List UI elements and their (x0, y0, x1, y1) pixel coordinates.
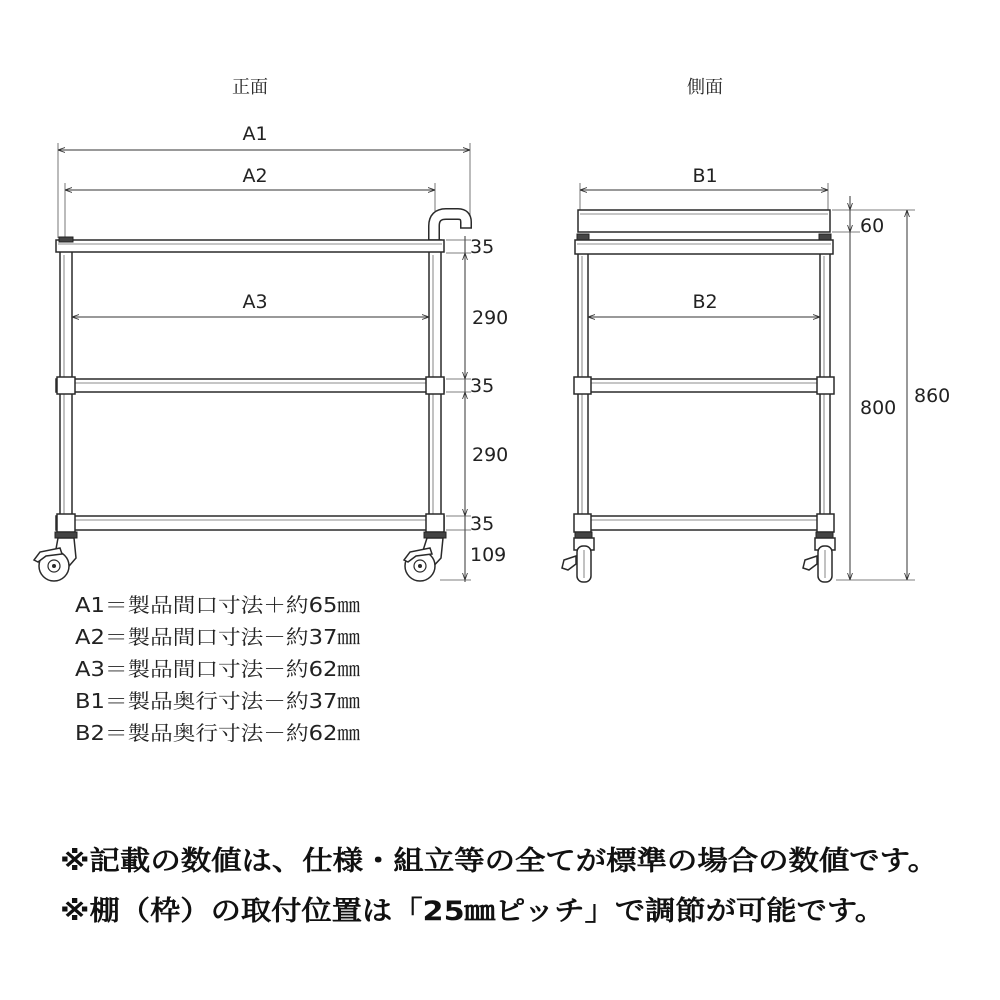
side-handle-panel (578, 210, 830, 232)
dimension-800-label: 800 (860, 397, 897, 419)
side-height-dimensions (832, 196, 950, 580)
front-view (34, 77, 508, 582)
a2-label: A2 (242, 165, 268, 187)
dimension-a3 (72, 291, 429, 317)
side-right-middle-joint (817, 377, 834, 394)
caster-mount-plate (575, 532, 592, 538)
caster-mount-plate (55, 532, 77, 538)
height-label-lower-gap: 290 (472, 444, 509, 466)
b1-label: B1 (692, 165, 718, 187)
dimension-legend (75, 593, 361, 745)
dimension-60-label: 60 (860, 215, 885, 237)
height-label-caster: 109 (470, 544, 507, 566)
front-height-dimensions (440, 236, 508, 582)
a1-label: A1 (242, 123, 268, 145)
side-left-caster (562, 532, 594, 582)
legend-item-a2: A2＝製品間口寸法－約37㎜ (75, 625, 362, 649)
note-standard-values: ※記載の数値は、仕様・組立等の全てが標準の場合の数値です。 (60, 846, 841, 877)
side-bottom-shelf (575, 516, 833, 530)
height-label-top-shelf: 35 (470, 236, 495, 258)
front-view-title: 正面 (232, 77, 268, 98)
a3-label: A3 (242, 291, 268, 313)
side-view (562, 77, 950, 582)
front-right-caster (404, 532, 446, 581)
caster-axle (418, 564, 422, 568)
height-label-bottom-shelf: 35 (470, 513, 495, 535)
side-middle-shelf (575, 379, 833, 392)
side-left-post-cap (577, 234, 589, 240)
front-left-middle-joint (57, 377, 75, 394)
legend-item-a1: A1＝製品間口寸法＋約65㎜ (75, 593, 362, 617)
side-left-middle-joint (574, 377, 591, 394)
dimension-a2 (65, 165, 435, 238)
note-shelf-pitch: ※棚（枠）の取付位置は「25㎜ピッチ」で調節が可能です。 (60, 896, 796, 927)
front-left-bottom-joint (57, 514, 75, 532)
b2-label: B2 (692, 291, 718, 313)
front-middle-shelf (56, 379, 444, 392)
front-right-bottom-joint (426, 514, 444, 532)
dimension-b1 (580, 165, 828, 210)
caster-axle (52, 564, 56, 568)
dimension-b2 (588, 291, 820, 317)
side-left-bottom-joint (574, 514, 591, 532)
height-label-middle-shelf: 35 (470, 375, 495, 397)
front-left-caster (34, 532, 77, 581)
legend-item-b2: B2＝製品奥行寸法－約62㎜ (75, 721, 362, 745)
caster-mount-plate (424, 532, 446, 538)
dimension-860-label: 860 (914, 385, 951, 407)
front-left-top-cap (59, 237, 73, 242)
side-view-title: 側面 (687, 77, 723, 98)
height-label-upper-gap: 290 (472, 307, 509, 329)
cart-handle (434, 214, 472, 242)
front-right-middle-joint (426, 377, 444, 394)
side-right-bottom-joint (817, 514, 834, 532)
front-top-shelf (56, 240, 444, 252)
legend-item-a3: A3＝製品間口寸法－約62㎜ (75, 657, 362, 681)
front-bottom-shelf (56, 516, 444, 530)
side-right-caster (803, 532, 835, 582)
caster-brake-pedal (562, 556, 576, 570)
caster-mount-plate (816, 532, 833, 538)
notes (60, 845, 938, 927)
legend-item-b1: B1＝製品奥行寸法－約37㎜ (75, 689, 362, 713)
caster-brake-pedal (803, 556, 817, 570)
side-right-post-cap (819, 234, 831, 240)
side-top-shelf (575, 240, 833, 254)
